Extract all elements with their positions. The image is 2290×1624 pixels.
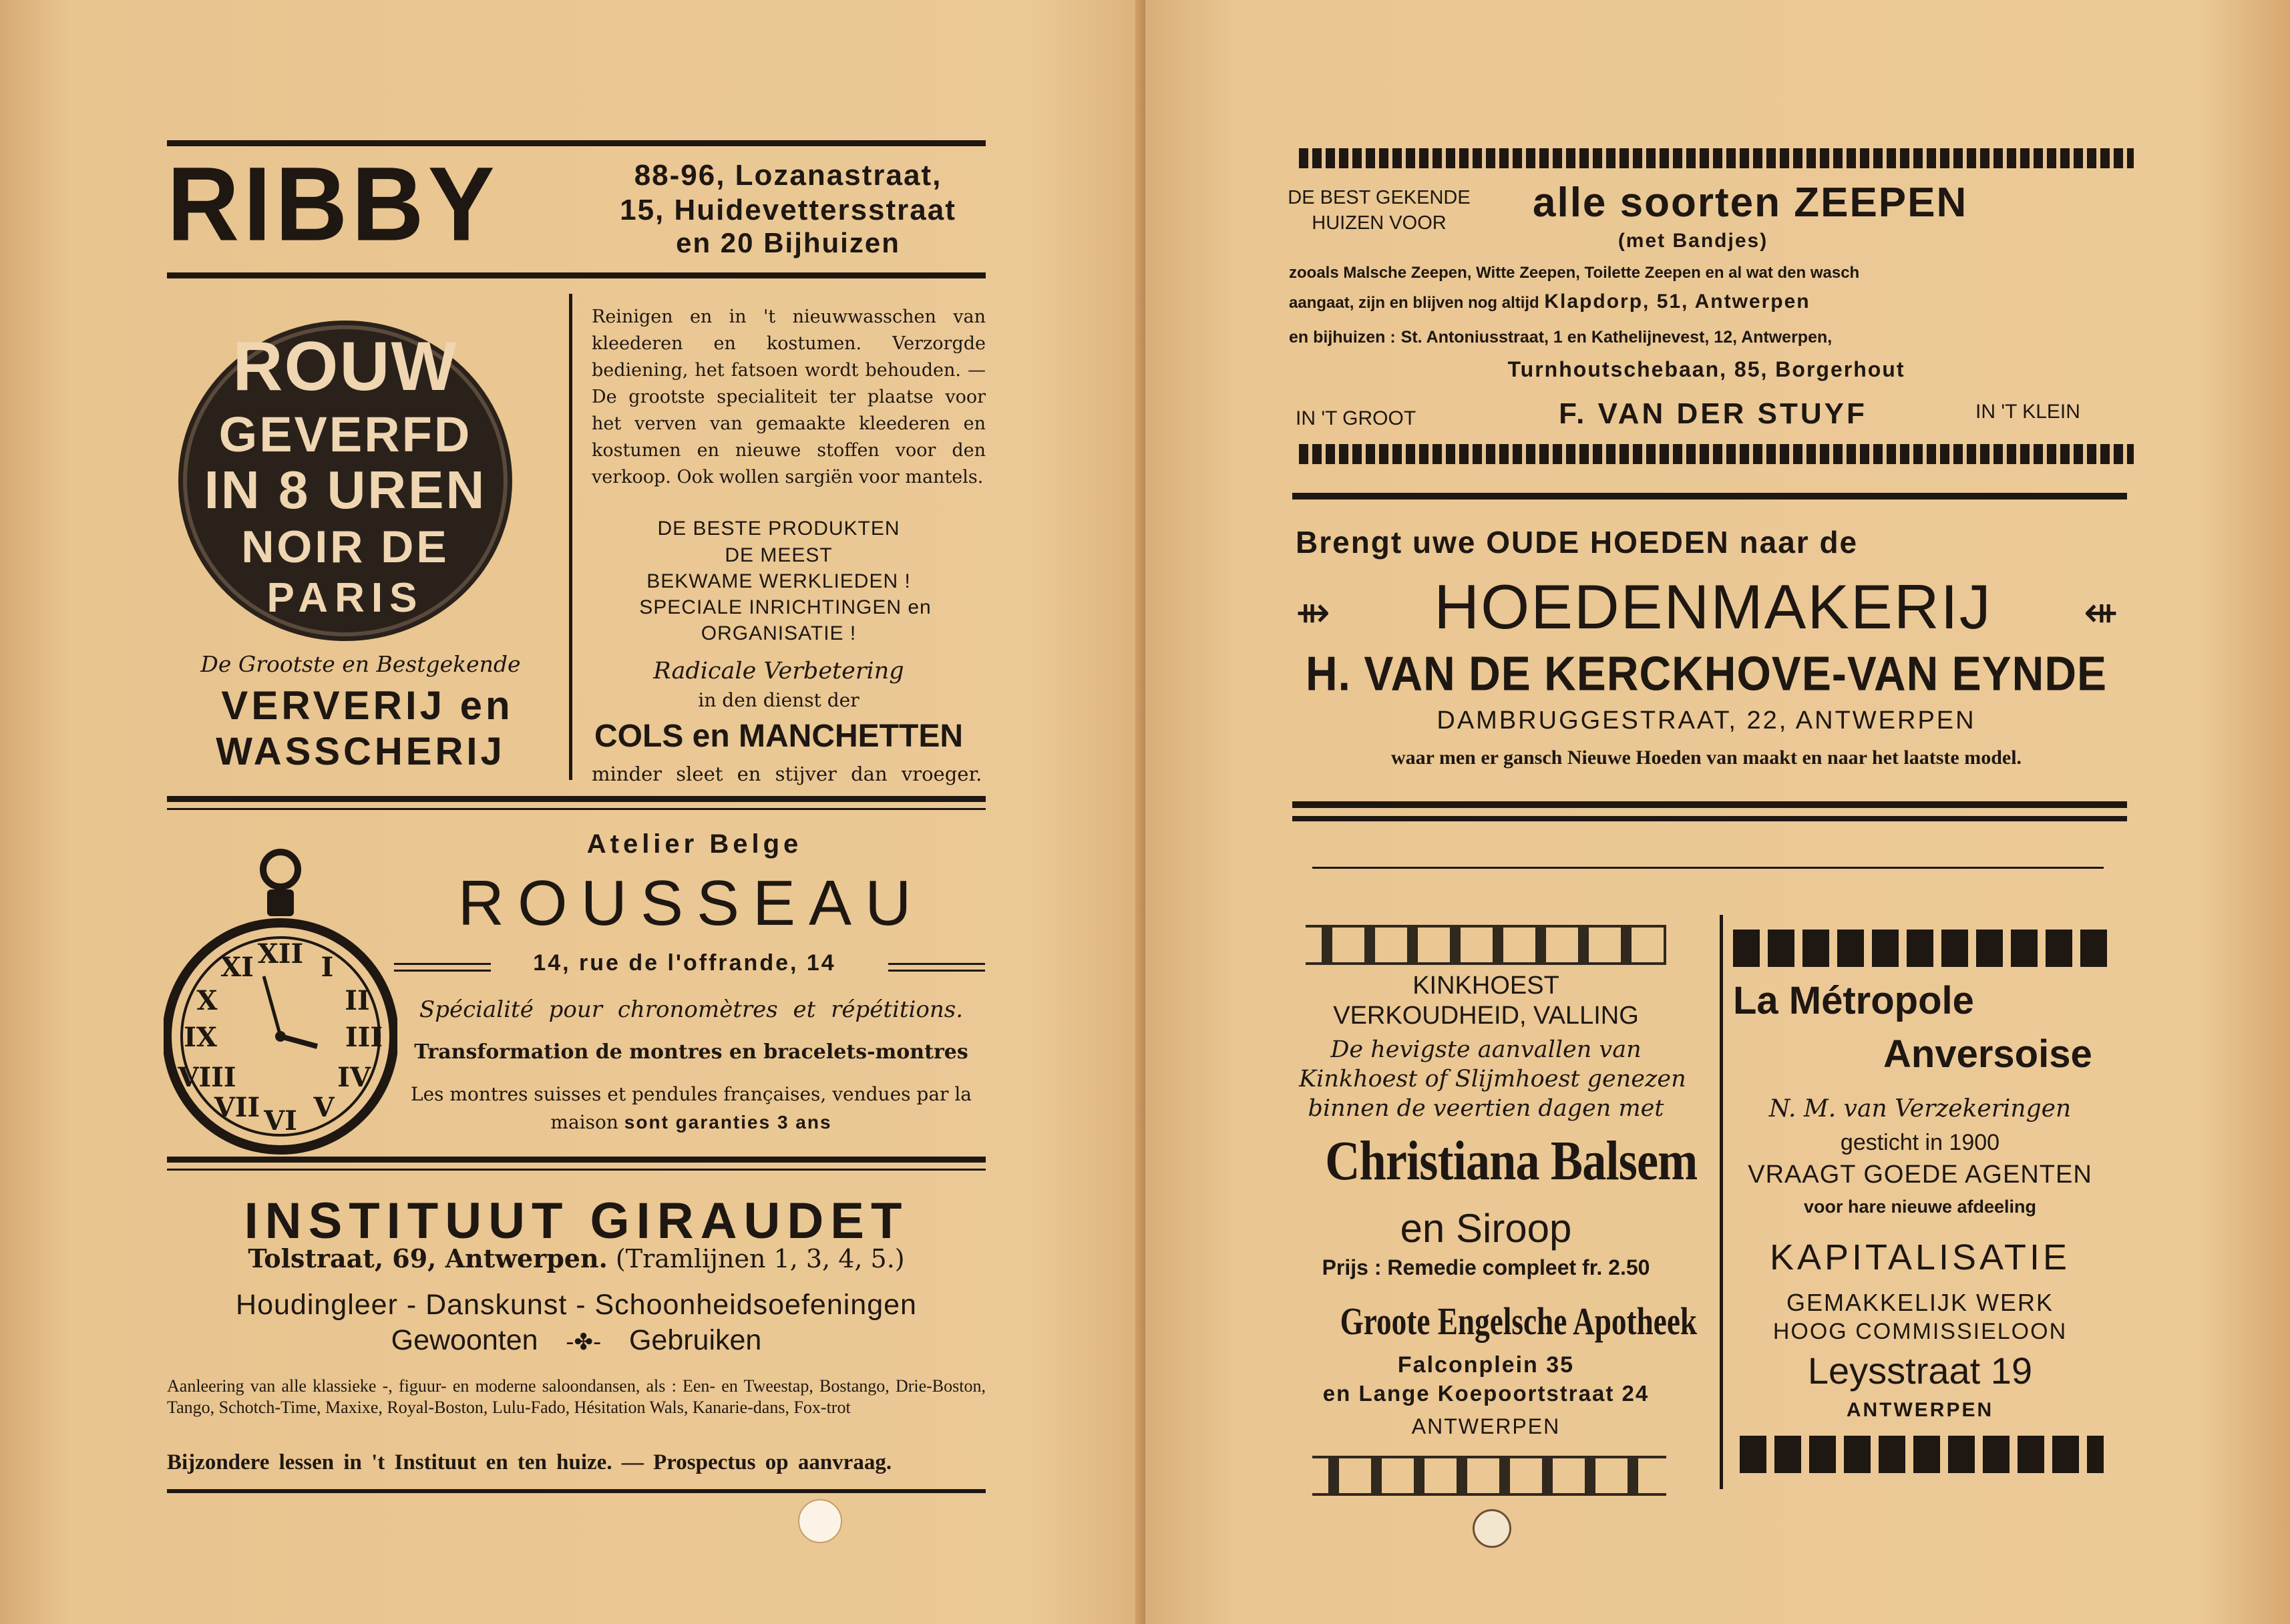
ribby-bottom-rule-thin (167, 808, 986, 810)
svg-text:VII: VII (214, 1092, 260, 1123)
right-page (1145, 0, 2290, 1624)
giraudet-bottom-rule (167, 1489, 986, 1493)
svg-text:II: II (345, 985, 370, 1016)
rousseau-addr-rule-left (394, 963, 491, 965)
hoeden-bottom-rule (1292, 801, 2127, 808)
giraudet-small-text: Aanleering van alle klassieke -, figuur- en moderne saloondansen, als : Een- en Tweestap, Bostango, Drie-Boston, Tango, Schotch-Time, Maxixe, Royal-Boston, Lulu-Fado, Hésitation Wals, Kanarie-dans, Fox-trot (167, 1376, 986, 1417)
svg-text:IV: IV (337, 1062, 371, 1093)
zeepen-antonius: St. Antoniusstraat, 1 en Kathelijnevest, 12, Antwerpen, (1400, 328, 1833, 347)
hoeden-title: HOEDENMAKERIJ (1434, 572, 1992, 642)
column-divider (1720, 915, 1723, 1489)
zeepen-groot: IN 'T GROOT (1296, 407, 1416, 429)
rousseau-line-1: Les montres suisses et pendules françaises, vendues par la (411, 1083, 972, 1105)
hoeden-arrow-right-icon: ⇺ (2084, 590, 2118, 636)
hoeden-address: DAMBRUGGESTRAAT, 22, ANTWERPEN (1437, 706, 1976, 735)
rousseau-maison: maison (550, 1111, 618, 1133)
metropole-line-5: VRAAGT GOEDE AGENTEN (1748, 1161, 2092, 1189)
ribby-best-4: SPECIALE INRICHTINGEN en (639, 596, 932, 618)
metropole-line-8: GEMAKKELIJK WERK (1786, 1289, 2054, 1316)
ribby-best-2: DE MEEST (725, 544, 833, 566)
svg-text:X: X (196, 985, 218, 1016)
ribby-best-3: BEKWAME WERKLIEDEN ! (646, 570, 911, 592)
zeepen-bijhuizen: en bijhuizen : (1289, 328, 1396, 347)
ribby-body-text: Reinigen en in 't nieuwwasschen van kleederen en kostumen. Verzorgde bediening, het fatsoen wordt behouden. — De grootste specialiteit ter plaatse voor het verven van gemaakte kleederen en kostumen en nieuwe stoffen voor den verkoop. Ook wollen sargiën voor mantels. (592, 307, 986, 487)
zeepen-name: F. VAN DER STUYF (1559, 397, 1867, 430)
metropole-line-9: HOOG COMMISSIELOON (1772, 1319, 2068, 1344)
ribby-address-1: 88-96, Lozanastraat, (634, 159, 942, 192)
ribby-rule (167, 272, 986, 278)
zeepen-best: DE BEST GEKENDE (1288, 187, 1471, 208)
rousseau-atelier: Atelier Belge (586, 829, 803, 859)
binding-hole (798, 1499, 842, 1543)
rousseau-addr-rule-right (888, 963, 985, 965)
ribby-best-1: DE BESTE PRODUKTEN (657, 518, 900, 540)
balsem-apotheek: Groote Engelsche Apotheek (1340, 1299, 1698, 1343)
zeepen-line-1: zooals Malsche Zeepen, Witte Zeepen, Toilette Zeepen en al wat den wasch (1289, 264, 1860, 282)
svg-text:XI: XI (220, 952, 254, 983)
seal-line-4: NOIR DE (241, 522, 449, 572)
pocket-watch-icon (164, 843, 397, 1163)
rousseau-garanties: sont garanties 3 ans (624, 1112, 832, 1133)
seal-line-5: PARIS (266, 575, 424, 621)
ribby-cols: COLS en MANCHETTEN (594, 719, 963, 754)
hoeden-line-1: Brengt uwe OUDE HOEDEN naar de (1296, 525, 1859, 560)
metropole-line-1: La Métropole (1733, 979, 1974, 1022)
metropole-line-10: Leysstraat 19 (1807, 1350, 2033, 1392)
ribby-minder: minder sleet en stijver dan vroeger. (592, 763, 982, 785)
giraudet-name: INSTITUUT GIRAUDET (244, 1193, 909, 1249)
balsem-addr-2: en Lange Koepoortstraat 24 (1322, 1381, 1650, 1406)
hoeden-bottom-rule-2 (1292, 816, 2127, 821)
metropole-line-3: N. M. van Verzekeringen (1768, 1095, 2072, 1123)
giraudet-tram: (Tramlijnen 1, 3, 4, 5.) (615, 1244, 905, 1273)
zeepen-klein: IN 'T KLEIN (1975, 401, 2080, 423)
rousseau-bottom-rule (167, 1157, 986, 1163)
ribby-best-5: ORGANISATIE ! (701, 622, 857, 644)
ribby-bottom-rule (167, 796, 986, 802)
rousseau-addr-rule-right-2 (888, 970, 985, 972)
rousseau-transformation: Transformation de montres en bracelets-montres (414, 1040, 968, 1064)
svg-text:VIII: VIII (178, 1062, 236, 1093)
giraudet-line-2 (167, 1324, 986, 1357)
ribby-brand: RIBBY (167, 144, 499, 263)
rousseau-specialite: Spécialité pour chronomètres et répétitions. (419, 996, 964, 1023)
decorative-border-top (1299, 148, 2134, 168)
balsem-line-1: KINKHOEST (1412, 972, 1559, 1000)
balsem-line-3: De hevigste aanvallen van (1330, 1036, 1642, 1063)
rousseau-address: 14, rue de l'offrande, 14 (533, 950, 836, 976)
ribby-address-3: en 20 Bijhuizen (676, 227, 900, 258)
rousseau-line-2 (394, 1111, 988, 1133)
balsem-line-5: binnen de veertien dagen met (1308, 1095, 1664, 1122)
ornament-crown-bottom (1740, 1436, 2104, 1473)
flourish-icon: -✤- (566, 1329, 602, 1356)
metropole-line-4: gesticht in 1900 (1840, 1130, 2000, 1155)
seal-line-2: GEVERFD (218, 407, 472, 462)
zeepen-klapdorp: Klapdorp, 51, Antwerpen (1544, 290, 1810, 313)
balsem-prijs: Prijs : Remedie compleet fr. 2.50 (1322, 1255, 1650, 1279)
seal-line-1: ROUW (232, 328, 458, 405)
giraudet-line-1: Houdingleer - Danskunst - Schoonheidsoefeningen (236, 1289, 917, 1321)
section-thin-rule (1312, 867, 2104, 869)
ribby-divider (569, 294, 572, 780)
giraudet-gebruiken: Gebruiken (628, 1324, 762, 1356)
giraudet-footer: Bijzondere lessen in 't Instituut en ten huize. — Prospectus op aanvraag. (167, 1450, 892, 1474)
rousseau-addr-rule-left-2 (394, 970, 491, 972)
svg-text:III: III (345, 1022, 383, 1053)
balsem-line-4: Kinkhoest of Slijmhoest genezen (1299, 1066, 1686, 1092)
rousseau-name: ROUSSEAU (457, 867, 925, 939)
seal-line-3: IN 8 UREN (204, 460, 487, 520)
hoeden-arrow-left-icon: ⇻ (1296, 590, 1330, 636)
giraudet-gewoonten: Gewoonten (391, 1324, 538, 1356)
balsem-addr-1: Falconplein 35 (1397, 1352, 1575, 1378)
decorative-border-bottom (1299, 444, 2134, 464)
metropole-line-7: KAPITALISATIE (1769, 1237, 2071, 1277)
zeepen-title: alle soorten ZEEPEN (1533, 180, 1968, 226)
svg-text:IX: IX (184, 1022, 217, 1053)
ribby-dienst: in den dienst der (698, 689, 860, 711)
zeepen-bandjes: (met Bandjes) (1617, 230, 1768, 252)
hoeden-tagline: waar men er gansch Nieuwe Hoeden van maakt en naar het laatste model. (1390, 747, 2022, 769)
zeepen-hoeden-rule (1292, 493, 2127, 499)
giraudet-address: Tolstraat, 69, Antwerpen. (248, 1243, 608, 1273)
ribby-radicale: Radicale Verbetering (653, 658, 904, 684)
ornament-band-bottom-left (1312, 1456, 1666, 1496)
ribby-address-2: 15, Huidevettersstraat (620, 194, 956, 226)
metropole-line-6: voor hare nieuwe afdeeling (1803, 1197, 2037, 1217)
svg-text:I: I (321, 952, 334, 983)
svg-text:VI: VI (264, 1105, 297, 1137)
ribby-tagline: De Grootste en Bestgekende (200, 651, 521, 677)
zeepen-line-3 (1289, 327, 1832, 347)
rousseau-bottom-rule-thin (167, 1169, 986, 1171)
ribby-name-2: WASSCHERIJ (216, 730, 506, 773)
ornament-crown-top (1733, 930, 2107, 967)
ornament-band-top-left (1306, 925, 1666, 965)
balsem-siroop: en Siroop (1400, 1206, 1572, 1251)
metropole-line-2: Anversoise (1883, 1032, 2092, 1076)
hoeden-name: H. VAN DE KERCKHOVE-VAN EYNDE (1305, 646, 2108, 700)
zeepen-huizen: HUIZEN VOOR (1312, 212, 1447, 234)
ribby-name-1: VERVERIJ en (221, 683, 514, 728)
svg-text:V: V (313, 1092, 335, 1123)
balsem-line-2: VERKOUDHEID, VALLING (1333, 1002, 1639, 1030)
balsem-addr-3: ANTWERPEN (1411, 1414, 1561, 1438)
zeepen-line-4: Turnhoutschebaan, 85, Borgerhout (1507, 357, 1905, 381)
zeepen-line-2 (1289, 290, 1810, 313)
svg-text:XII: XII (257, 938, 304, 970)
binding-hole-right (1473, 1509, 1511, 1548)
balsem-name: Christiana Balsem (1325, 1130, 1698, 1192)
zeepen-aangaat: aangaat, zijn en blijven nog altijd (1289, 294, 1539, 312)
metropole-line-11: ANTWERPEN (1846, 1399, 1994, 1421)
giraudet-address-line (167, 1243, 986, 1273)
